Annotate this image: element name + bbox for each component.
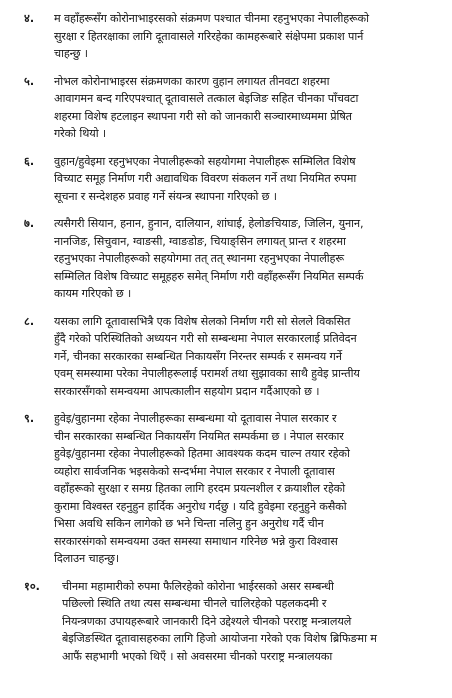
item-text (54, 73, 430, 143)
item-text (54, 410, 430, 568)
text-line: सरकारसंगको समन्वयमा उक्त समस्या समाधान गरिनेछ भन्ने कुरा विश्वास (54, 534, 338, 548)
text-line: आफैं सहभागी भएको थिएँ । सो अवसरमा चीनको परराष्ट्र मन्त्रालयका (62, 649, 333, 663)
item-number: १०. (24, 579, 40, 593)
text-line: दिलाउन चाहन्छु। (54, 552, 119, 565)
list-item-5 (24, 73, 430, 143)
text-line: यसका लागि दूतावासभित्रै एक विशेष सेलको निर्माण गरी सो सेलले विकसित (54, 314, 351, 328)
text-line: सरकारसँगको समन्वयमा आपत्कालीन सहयोग प्रदान गर्दैआएको छ । (54, 384, 320, 398)
list-item-10 (24, 578, 430, 666)
text-line: हुवेइ/वुहानमा रहेका नेपालीहरूका सम्बन्धमा यो दूतावास नेपाल सरकार र (54, 412, 337, 425)
text-line: सूचना र सन्देशहरु प्रवाह गर्ने संयन्त्र स्थापना गरिएको छ । (54, 189, 277, 203)
item-text (62, 578, 430, 666)
item-number: ४. (24, 12, 35, 25)
item-text (54, 153, 430, 206)
text-line: वहाँहरूको सुरक्षा र समग्र हितका लागि हरदम प्रयत्नशील र क्रयाशील रहेको (54, 482, 345, 495)
text-line: शहरमा विशेष हटलाइन स्थापना गरी सो को जानकारी सञ्चारमाध्यममा प्रेषित (54, 109, 352, 123)
text-line: हुवेइ/वुहानमा रहेका नेपालीहरूको हितमा आवश्यक कदम चाल्न तयार रहेको (54, 447, 350, 460)
text-line: नोभल कोरोनाभाइरस संक्रमणका कारण वुहान लगायत तीनवटा शहरमा (54, 74, 330, 88)
item-text (54, 10, 430, 63)
text-line: कुरामा विश्वस्त रहनुहुन हार्दिक अनुरोध गर्दछु । यदि हुवेइमा रहनुहुने कसैको (54, 499, 347, 513)
text-line: भिसा अवधि सकिन लागेको छ भने चिन्ता नलिनु हुन अनुरोध गर्दै चीन (54, 517, 324, 530)
item-number: ६. (24, 154, 35, 168)
text-line: गर्ने, चीनका सरकारका सम्बन्धित निकायसँग निरन्तर सम्पर्क र समन्वय गर्ने (54, 349, 342, 363)
text-line: वुहान/हुवेइमा रहनुभएका नेपालीहरूको सहयोगमा नेपालीहरू सम्मिलित विशेष (54, 154, 356, 168)
text-line: नानजिङ, सिचुवान, ग्वाङसी, ग्वाङडोङ, चियाङ्सिन लगायत् प्रान्त र शहरमा (54, 234, 346, 248)
item-number: ५. (24, 74, 35, 88)
item-number: ९. (24, 412, 35, 425)
list-item-6 (24, 153, 430, 206)
item-number: ८. (24, 314, 35, 328)
item-number: ७. (24, 217, 35, 230)
text-line: आवागमन बन्द गरिएपश्चात् दूतावासले तत्काल बेइजिङ सहित चीनका पाँचवटा (54, 92, 359, 105)
text-line: रहनुभएका नेपालीहरूको सहयोगमा तत् तत् स्थानमा रहनुभएका नेपालीहरू (54, 252, 344, 265)
text-line: कायम गरिएको छ । (54, 287, 132, 300)
text-line: सुरक्षा र हितरक्षाका लागि दूतावासले गरिरहेका कामहरूबारे संक्षेपमा प्रकाश पार्न (54, 29, 364, 43)
text-line: विच्याट समूह निर्माण गरी अद्यावधिक विवरण संकलन गर्ने तथा नियमित रुपमा (54, 172, 357, 185)
text-line: एवम् समस्यामा परेका नेपालीहरूलाई परामर्श तथा सुझावका साथै हुवेइ प्रान्तीय (54, 367, 360, 380)
list-item-8 (24, 313, 430, 401)
text-line: पछिल्लो स्थिति तथा त्यस सम्बन्धमा चीनले चालिरहेको पहलकदमी र (62, 597, 327, 610)
item-text (54, 215, 430, 303)
list-item-7 (24, 215, 430, 303)
text-line: त्यसैगरी सियान, हनान, हुनान, दालियान, शांघाई, हेलोङचियाङ, जिलिन, युनान, (54, 217, 364, 230)
text-line: गरेको थियो । (54, 127, 106, 140)
text-line: हुँदै गरेको परिस्थितिको अध्ययन गरी सो सम्बन्धमा नेपाल सरकारलाई प्रतिवेदन (54, 332, 357, 345)
item-text (54, 313, 430, 401)
text-line: चाहन्छु । (54, 47, 88, 60)
text-line: चीनमा महामारीको रुपमा फैलिरहेको कोरोना भाईरसको असर सम्बन्धी (62, 579, 334, 593)
list-item-9 (24, 410, 430, 568)
text-line: बेइजिङस्थित दूतावासहरुका लागि हिजो आयोजना गरेको एक विशेष ब्रिफिङमा म (62, 632, 377, 645)
text-line: म वहाँहरूसँग कोरोनाभाइरसको संक्रमण पश्चात चीनमा रहनुभएका नेपालीहरूको (54, 12, 369, 25)
text-line: व्यहोरा सार्वजनिक भइसकेको सन्दर्भमा नेपाल सरकार र नेपाली दूतावास (54, 464, 335, 478)
text-line: चीन सरकारका सम्बन्धित निकायसँग नियमित सम्पर्कमा छ । नेपाल सरकार (54, 429, 344, 443)
text-line: नियन्त्रणका उपायहरूबारे जानकारी दिने उद्देश्यले चीनको परराष्ट्र मन्त्रालयले (62, 614, 352, 628)
list-item-4 (24, 10, 430, 63)
text-line: सम्मिलित विशेष विच्याट समूहहरु समेत् निर्माण गरी वहाँहरूसँग नियमित सम्पर्क (54, 269, 364, 283)
